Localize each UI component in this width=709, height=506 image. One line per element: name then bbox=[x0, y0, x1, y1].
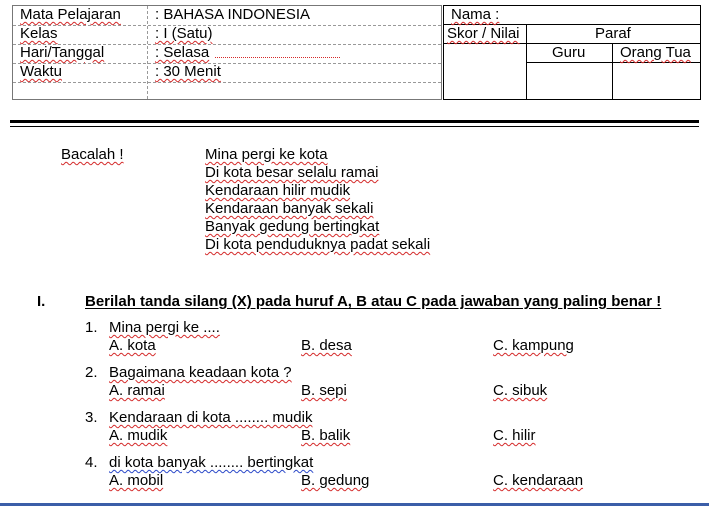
option-c: C. kampung bbox=[493, 337, 574, 354]
orang-tua-label: Orang Tua bbox=[620, 44, 691, 61]
passage-line: Di kota penduduknya padat sekali bbox=[205, 236, 431, 253]
separator-thick bbox=[10, 120, 699, 123]
paraf-label: Paraf bbox=[595, 25, 631, 42]
question-text: Kendaraan di kota ........ mudik bbox=[109, 409, 313, 426]
option-b: B. sepi bbox=[301, 382, 347, 399]
guru-label: Guru bbox=[552, 44, 586, 61]
header-label-class: Kelas bbox=[20, 25, 58, 42]
option-a: A. ramai bbox=[109, 382, 165, 399]
header-label-subject: Mata Pelajaran bbox=[20, 6, 121, 23]
header-value-class: : I (Satu) bbox=[155, 25, 213, 42]
passage-line: Banyak gedung bertingkat bbox=[205, 218, 380, 235]
question-number: 4. bbox=[85, 454, 98, 471]
reading-instruction: Bacalah ! bbox=[61, 146, 124, 163]
reading-passage bbox=[205, 146, 430, 254]
option-c: C. sibuk bbox=[493, 382, 548, 399]
separator-thin bbox=[10, 126, 699, 127]
nama-label: Nama : bbox=[451, 6, 500, 23]
question-text: Mina pergi ke .... bbox=[109, 319, 220, 336]
section-instruction: Berilah tanda silang (X) pada huruf A, B atau C pada jawaban yang paling benar ! bbox=[85, 293, 662, 310]
passage-line: Kendaraan hilir mudik bbox=[205, 182, 351, 199]
header-label-time: Waktu bbox=[20, 63, 62, 80]
option-a: A. mudik bbox=[109, 427, 168, 444]
question-text: di kota banyak ........ bertingkat bbox=[109, 454, 314, 471]
header-label-date: Hari/Tanggal bbox=[20, 44, 105, 61]
question-text: Bagaimana keadaan kota ? bbox=[109, 364, 292, 381]
option-c: C. kendaraan bbox=[493, 472, 584, 489]
section-number: I. bbox=[37, 293, 46, 310]
option-b: B. balik bbox=[301, 427, 351, 444]
question-number: 1. bbox=[85, 319, 98, 336]
option-c: C. hilir bbox=[493, 427, 536, 444]
passage-line: Di kota besar selalu ramai bbox=[205, 164, 379, 181]
option-a: A. mobil bbox=[109, 472, 164, 489]
passage-line: Mina pergi ke kota bbox=[205, 146, 328, 163]
question-number: 2. bbox=[85, 364, 98, 381]
box-vline-2 bbox=[612, 43, 613, 100]
option-b: B. gedung bbox=[301, 472, 370, 489]
header-value-time: : 30 Menit bbox=[155, 63, 221, 80]
box-line-4 bbox=[443, 43, 527, 44]
header-column-divider bbox=[147, 6, 148, 99]
option-b: B. desa bbox=[301, 337, 352, 354]
date-blank-line bbox=[215, 57, 340, 58]
passage-line: Kendaraan banyak sekali bbox=[205, 200, 374, 217]
header-row-time bbox=[13, 63, 441, 83]
question-number: 3. bbox=[85, 409, 98, 426]
option-a: A. kota bbox=[109, 337, 156, 354]
box-line-3 bbox=[526, 62, 701, 63]
box-vline-1 bbox=[526, 24, 527, 100]
header-value-subject: : BAHASA INDONESIA bbox=[155, 6, 311, 23]
header-row-class bbox=[13, 25, 441, 45]
header-value-date: : Selasa bbox=[155, 44, 210, 61]
skor-label: Skor / Nilai bbox=[447, 25, 520, 42]
